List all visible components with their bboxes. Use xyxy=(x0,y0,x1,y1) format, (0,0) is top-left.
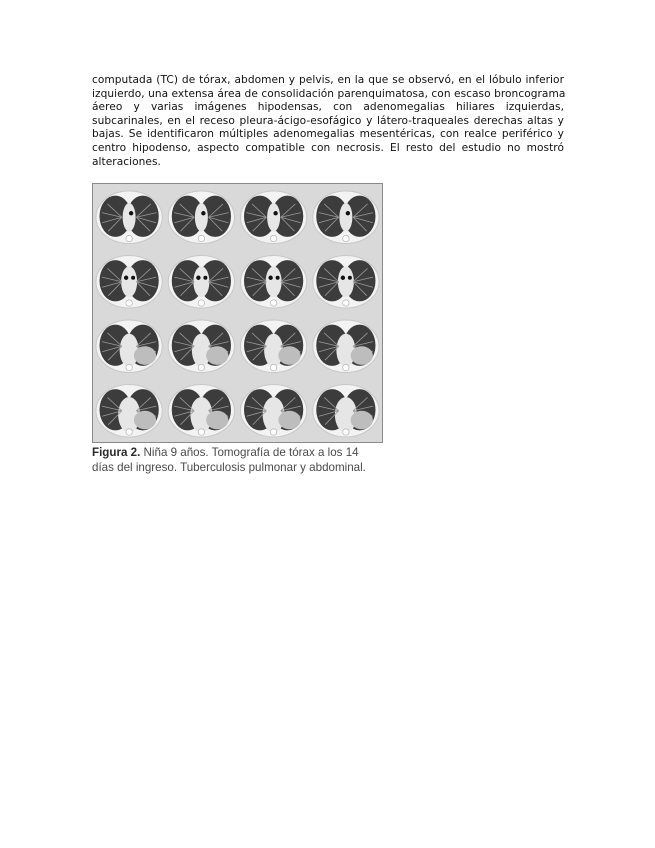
ct-slice xyxy=(168,320,234,373)
ct-slice xyxy=(313,320,379,373)
figure-label: Figura 2. xyxy=(92,446,141,459)
caption-text-1: Niña 9 años. Tomografía de tórax a los 14 xyxy=(140,446,359,459)
ct-slice xyxy=(168,256,234,309)
ct-slice xyxy=(241,320,307,373)
ct-slice xyxy=(168,191,234,244)
consolidation xyxy=(351,346,373,365)
consolidation xyxy=(278,411,300,430)
ct-slice xyxy=(168,385,234,438)
ct-slice xyxy=(241,256,307,309)
ct-slice xyxy=(313,385,379,438)
text-line: centro hipodenso, aspecto compatible con necrosis. El resto del estudio no mostró xyxy=(92,141,564,154)
consolidation xyxy=(351,411,373,430)
consolidation xyxy=(206,411,228,430)
text-line: bajas. Se identificaron múltiples adenomegalias mesentéricas, con realce periférico y xyxy=(92,128,564,141)
caption-line-1 xyxy=(92,445,392,460)
consolidation xyxy=(206,346,228,365)
caption-line-2: días del ingreso. Tuberculosis pulmonar y abdominal. xyxy=(92,461,366,474)
text-line: izquierdo, una extensa área de consolidación parenquimatosa, con escaso broncograma xyxy=(92,87,566,100)
ct-slice xyxy=(241,191,307,244)
ct-slice xyxy=(241,385,307,438)
consolidation xyxy=(134,411,156,430)
ct-scan-grid xyxy=(93,184,382,442)
ct-scan-figure xyxy=(92,183,383,443)
text-line: áereo y varias imágenes hipodensas, con adenomegalias hiliares izquierdas, xyxy=(92,101,564,114)
consolidation xyxy=(278,346,300,365)
ct-slice xyxy=(96,191,162,244)
body-paragraph xyxy=(92,74,564,169)
consolidation xyxy=(134,346,156,365)
figure-caption xyxy=(92,445,392,475)
ct-slice xyxy=(313,191,379,244)
text-line: alteraciones. xyxy=(92,155,161,168)
ct-slice xyxy=(313,256,379,309)
ct-slice xyxy=(96,385,162,438)
text-line: subcarinales, en el receso pleura-ácigo-esofágico y látero-traqueales derechas altas y xyxy=(92,114,564,127)
text-line: computada (TC) de tórax, abdomen y pelvis, en la que se observó, en el lóbulo inferior xyxy=(92,74,564,86)
ct-slice xyxy=(96,320,162,373)
ct-slice xyxy=(96,256,162,309)
